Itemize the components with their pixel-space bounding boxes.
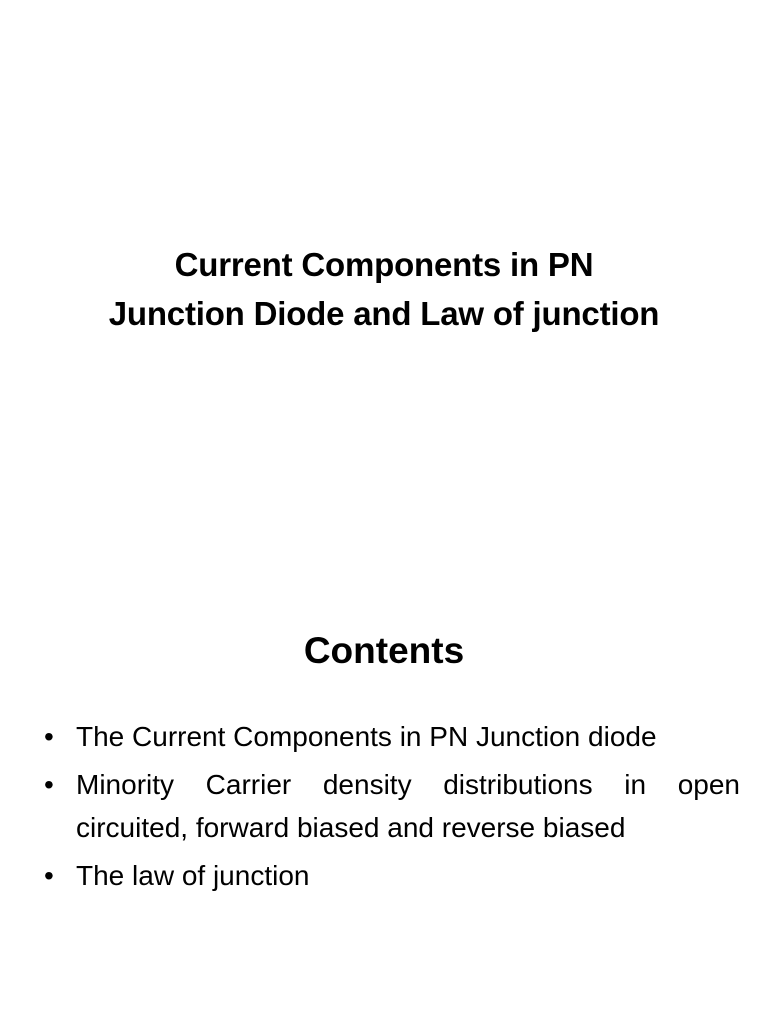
list-item bbox=[44, 763, 740, 849]
bullet-text: The Current Components in PN Junction diode bbox=[76, 721, 657, 752]
contents-slide bbox=[0, 512, 768, 1024]
bullet-icon: • bbox=[44, 721, 54, 752]
bullet-icon: • bbox=[44, 769, 54, 800]
list-item bbox=[44, 715, 740, 758]
slide-title bbox=[0, 240, 768, 338]
bullet-icon: • bbox=[44, 860, 54, 891]
list-item bbox=[44, 854, 740, 897]
bullet-text: Minority Carrier density distributions in open circuited, forward biased and reverse biased bbox=[76, 769, 740, 843]
bullet-text: The law of junction bbox=[76, 860, 310, 891]
slide-title-line-2: Junction Diode and Law of junction bbox=[108, 295, 660, 332]
contents-heading: Contents bbox=[303, 630, 465, 671]
contents-bullet-list bbox=[44, 715, 740, 902]
slide-title-line-1: Current Components in PN bbox=[174, 246, 594, 283]
